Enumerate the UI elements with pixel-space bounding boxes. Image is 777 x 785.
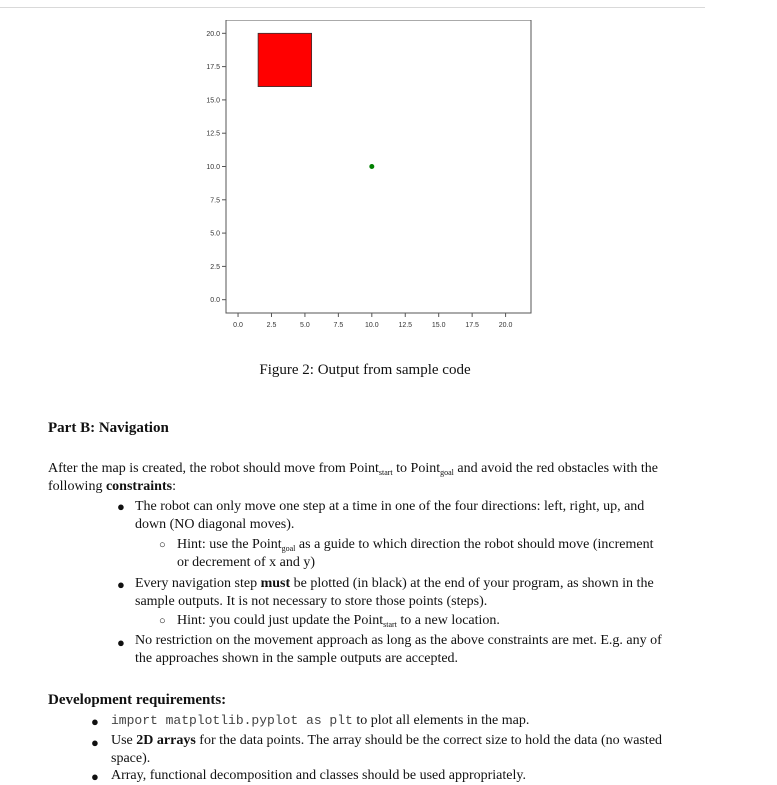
x-tick-label: 17.5 (465, 322, 479, 329)
sub-bullet-ring: ○ (159, 615, 166, 627)
hint-item-2: Hint: you could just update the Point$_{start}$ to a new location. (177, 613, 500, 629)
x-tick-label: 0.0 (233, 322, 243, 329)
sub-bullet-ring: ○ (159, 539, 166, 551)
bullet-dot: ● (117, 499, 125, 514)
intro-paragraph: After the map is created, the robot should move from Point$_{start}$ to Point$_{goal}$ and avoid the red obstacles with the following constraints: (48, 461, 659, 494)
y-tick-label: 0.0 (210, 297, 220, 305)
y-tick-label: 2.5 (210, 263, 220, 271)
figure-caption: Figure 2: Output from sample code (259, 362, 471, 378)
red-obstacle (258, 33, 312, 86)
y-tick-label: 17.5 (206, 64, 220, 72)
bullet-dot: ● (91, 769, 99, 784)
y-tick-label: 12.5 (206, 130, 220, 138)
hint-item-1: Hint: use the Point$_{goal}$ as a guide to which direction the robot should move (increment or decrement of x and y) (177, 537, 654, 570)
x-tick-label: 15.0 (431, 322, 446, 329)
bullet-dot: ● (91, 735, 99, 750)
y-tick-label: 5.0 (210, 230, 220, 238)
bullet-dot: ● (117, 635, 125, 650)
y-tick-label: 7.5 (210, 197, 220, 205)
x-tick-label: 5.0 (300, 322, 310, 329)
x-tick-label: 7.5 (333, 322, 344, 329)
y-tick-label: 15.0 (206, 97, 220, 105)
constraint-item-2: Every navigation step must be plotted (in black) at the end of your program, as shown in the sample outputs. It is not necessary to store those points (steps). (135, 576, 654, 609)
dev-item-2: Use 2D arrays for the data points. The array should be the correct size to hold the data (no wasted space). (111, 733, 663, 766)
sample-output-plot (196, 20, 536, 340)
x-tick-label: 2.5 (266, 322, 277, 329)
import-code: import matplotlib.pyplot as plt (111, 713, 353, 728)
y-tick-label: 10.0 (206, 164, 220, 171)
constraint-item-1: The robot can only move one step at a time in one of the four directions: left, right, up, and down (NO diagonal moves). (135, 499, 645, 532)
dev-requirements-heading: Development requirements: (48, 692, 227, 708)
dev-item-1: import matplotlib.pyplot as plt to plot all elements in the map. (111, 713, 530, 728)
part-b-heading: Part B: Navigation (48, 420, 169, 436)
bullet-dot: ● (117, 577, 125, 592)
x-tick-label: 10.0 (364, 322, 379, 329)
top-divider (0, 7, 705, 8)
constraint-item-3: No restriction on the movement approach as long as the above constraints are met. E.g. any of the approaches shown in the sample outputs are accepted. (135, 633, 662, 666)
green-point (369, 164, 374, 169)
bullet-dot: ● (91, 714, 99, 729)
dev-item-3: Array, functional decomposition and classes should be used appropriately. (111, 768, 526, 783)
y-tick-label: 20.0 (206, 30, 220, 38)
x-tick-label: 12.5 (398, 322, 413, 329)
x-tick-label: 20.0 (498, 322, 513, 329)
